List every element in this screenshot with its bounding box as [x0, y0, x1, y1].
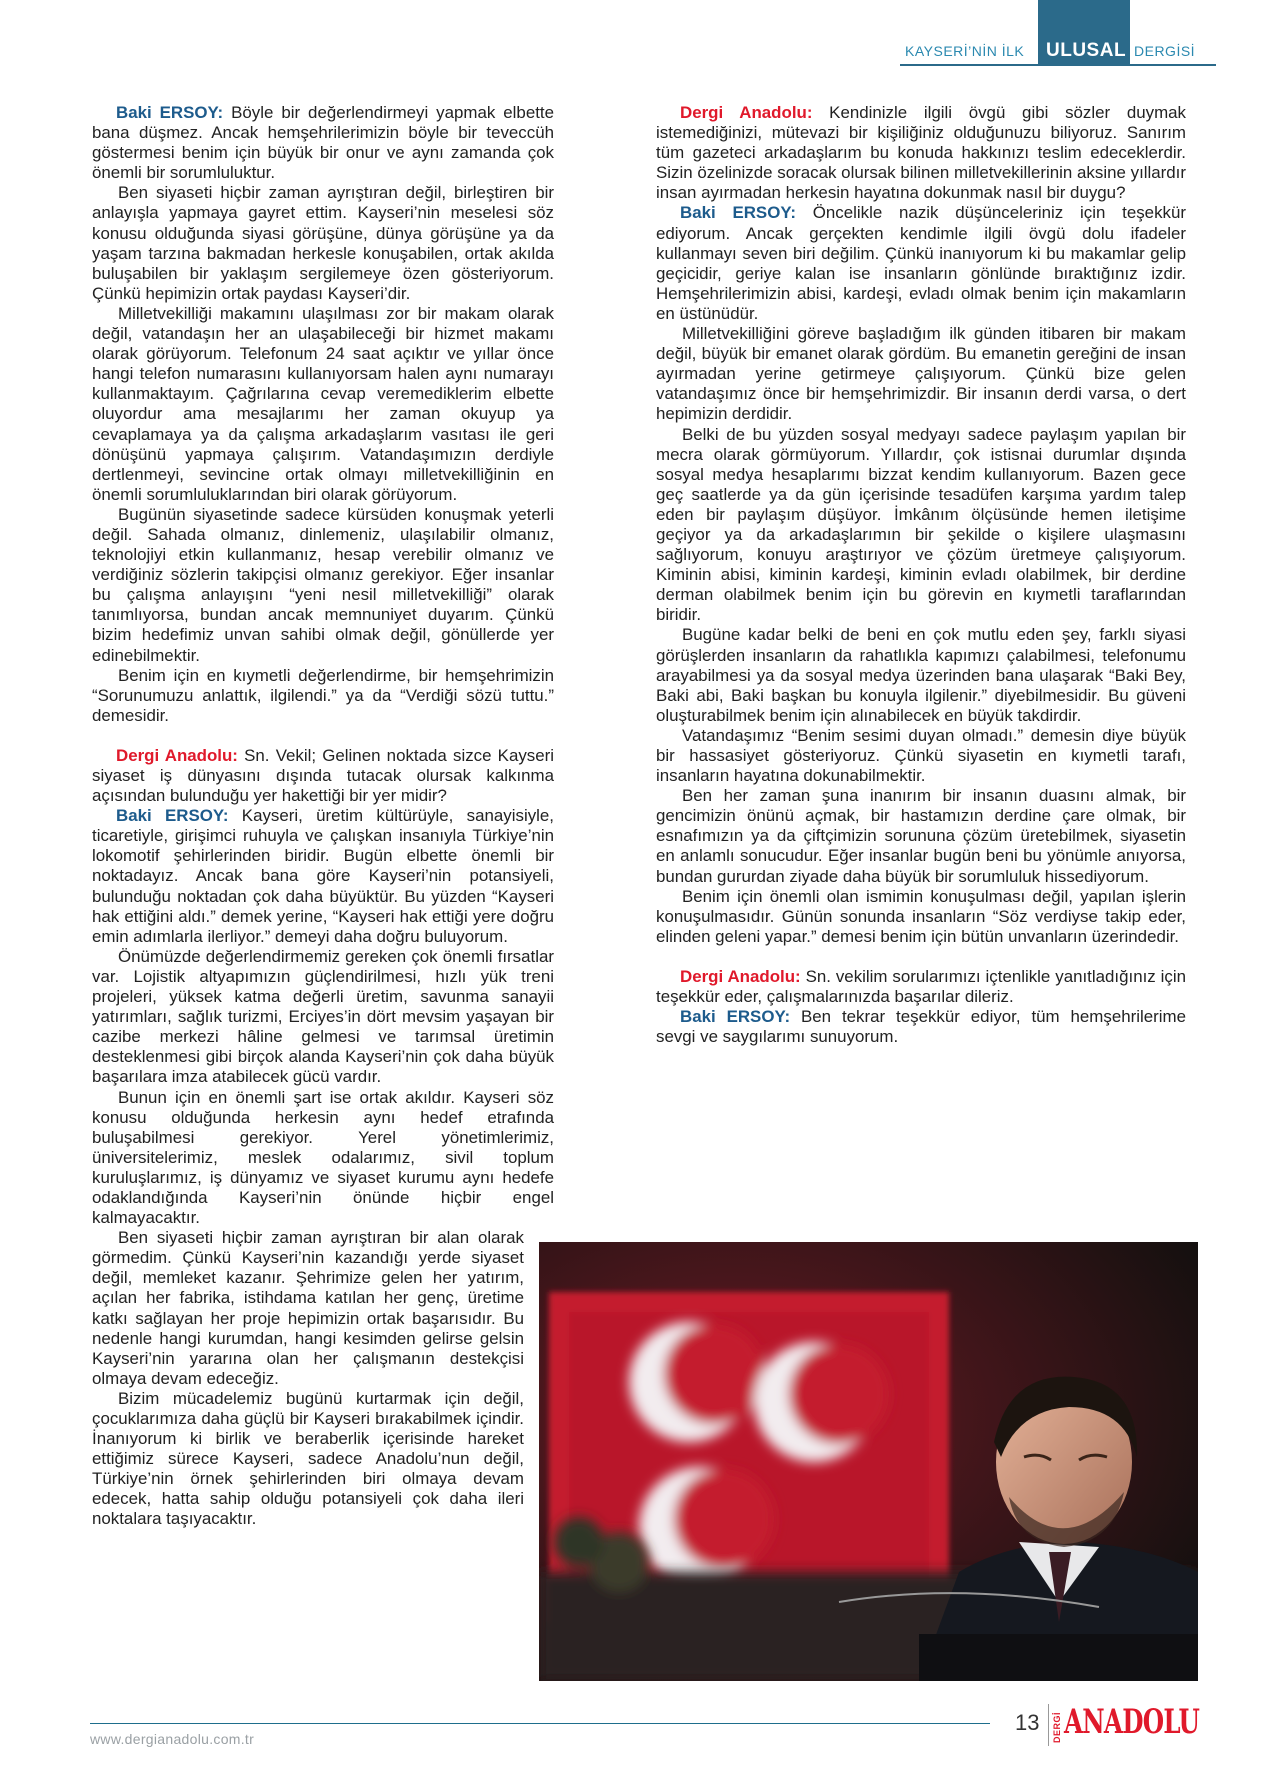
paragraph-text: Sn. Vekil; Gelinen noktada sizce Kayseri siyaset iş dünyasını dışında tutacak olursak kalkınma açısından bulunduğu yer hakettiği bir yer midir? — [92, 745, 554, 806]
article-paragraph — [92, 505, 554, 666]
article-photo — [539, 1242, 1198, 1681]
article-paragraph — [656, 425, 1186, 626]
header-kicker-right: DERGİSİ — [1134, 43, 1196, 59]
footer-rule — [90, 1723, 990, 1724]
article-paragraph — [92, 947, 554, 1088]
brand-logo: ANADOLU — [1064, 1702, 1200, 1742]
paragraph-text: Ben tekrar teşekkür ediyor, tüm hemşehrilerime sevgi ve saygılarımı sunuyorum. — [656, 1007, 1186, 1047]
speaker-label-host: Dergi Anadolu: — [680, 966, 801, 986]
header-kicker-highlight: ULUSAL — [1046, 40, 1127, 61]
article-paragraph — [92, 1228, 524, 1389]
photo-illustration — [539, 1242, 1198, 1681]
article-paragraph — [656, 967, 1186, 1007]
article-column-right — [656, 103, 1186, 1047]
paragraph-gap — [656, 947, 1186, 967]
article-paragraph — [92, 666, 554, 726]
article-column-left — [92, 103, 554, 1530]
paragraph-text: Önümüzde değerlendirmemiz gereken çok önemli fırsatlar var. Lojistik altyapımızın güçlendirilmesi, hızlı yük treni projeleri, yüksek katma değerli üretim, savunma sanayii yatırımları, sağlık turizmi, Erciyes’in dört mevsim yaşayan bir cazibe merkezi hâline gelmesi ve tarımsal üretimin desteklenmesi gibi birçok alanda Kayseri’nin çok daha büyük başarılara imza atabilecek gücü vardır. — [92, 946, 554, 1087]
paragraph-text: Kendinizle ilgili övgü gibi sözler duymak istemediğinizi, mütevazi bir kişiliğiniz olduğunuzu biliyoruz. Sanırım tüm gazeteci arkadaşlarım bu konuda hakkınızı teslim edeceklerdir. Sizin özelinizde soracak olursak bilinen milletvekillerinin aksine yıllardır insan ayırmadan herkesin hayatına dokunmak nasıl bir duygu? — [656, 103, 1186, 203]
article-paragraph — [92, 746, 554, 806]
article-paragraph — [92, 1088, 554, 1229]
paragraph-text: Ben siyaseti hiçbir zaman ayrıştıran değil, birleştiren bir anlayışla yapmaya gayret ettim. Kayseri’nin meselesi söz konusu olduğunda siyasi görüşüne, dünya görüşüne ya da yaşam tarzına bakmadan herkesle konuşabilen, ortak akılda buluşabilen bir yaklaşım sergilemeye özen gösteriyorum. Çünkü hepimizin ortak paydası Kayseri’dir. — [92, 183, 554, 303]
paragraph-text: Bugünün siyasetinde sadece kürsüden konuşmak yeterli değil. Sahada olmanız, dinlemeniz, ulaşılabilir olmanız, teknolojiyi etkin kullanmanız, hesap verebilir olmanız ve verdiğiniz sözlerin takipçisi olmanız gerekiyor. Eğer insanlar bu çalışma anlayışını “yeni nesil milletvekilliği” olarak tanımlıyorsa, bundan ancak memnuniyet duyarım. Çünkü bizim hedefimiz unvan sahibi olmak değil, gönüllerde yer edinebilmektir. — [92, 504, 554, 665]
paragraph-text: Ben siyaseti hiçbir zaman ayrıştıran bir alan olarak görmedim. Çünkü Kayseri’nin kazandığı yerde siyaset değil, memleket kazanır. Şehrimize gelen her yatırım, açılan her fabrika, istihdama katılan her genç, üretime katkı sağlayan her proje hepimizin ortak başarısıdır. Bu nedenle hangi kurumdan, hangi kesimden gelirse gelsin Kayseri’nin yararına olan her çalışmanın destekçisi olmaya devam edeceğiz. — [92, 1228, 524, 1388]
paragraph-text: Sn. vekilim sorularımızı içtenlikle yanıtladığınız için teşekkür eder, çalışmalarınızda başarılar dileriz. — [656, 966, 1186, 1007]
paragraph-text: Milletvekilliğini göreve başladığım ilk günden itibaren bir makam değil, büyük bir emanet olarak gördüm. Bu emanetin gereğini de insan ayırmadan yerine getirmeye çalışıyorum. Çünkü bize gelen vatandaşımız önce bir hemşehrimizdir. Bir insanın derdi varsa, o dert hepimizin derdidir. — [656, 324, 1186, 424]
paragraph-text: Benim için önemli olan ismimin konuşulması değil, yapılan işlerin konuşulmasıdır. Günün sonunda insanların “Söz verdiyse takip eder, elinden geleni yapar.” demesi benim için bütün unvanların üzerindedir. — [656, 886, 1186, 946]
paragraph-text: Öncelikle nazik düşünceleriniz için teşekkür ediyorum. Ancak gerçekten kendimle ilgili övgü dolu ifadeler kullanmayı seven biri değilim. Çünkü inanıyorum ki bu makamlar gelip geçicidir, geriye kalan ise insanların gönlünde bıraktığınız izdir. Hemşehrilerimizin abisi, kardeşi, evladı olmak benim için makamların en üstünüdür. — [656, 203, 1186, 323]
article-paragraph — [656, 726, 1186, 786]
paragraph-text: Benim için en kıymetli değerlendirme, bir hemşehrimizin “Sorunumuzu anlattık, ilgilendi.” ya da “Verdiği sözü tuttu.” demesidir. — [92, 665, 554, 725]
footer-divider — [1048, 1704, 1049, 1746]
article-paragraph — [92, 103, 554, 183]
speaker-label-host: Dergi Anadolu: — [116, 745, 238, 765]
speaker-label-host: Dergi Anadolu: — [680, 103, 813, 122]
speaker-label-guest: Baki ERSOY: — [680, 203, 796, 223]
article-paragraph — [656, 1007, 1186, 1047]
article-paragraph — [92, 183, 554, 304]
paragraph-text: Ben her zaman şuna inanırım bir insanın duasını almak, bir gencimizin önünü açmak, bir hastamızın derdine çare olmak, bir esnafımızın ya da çiftçimizin sorununa çözüm üretebilmek, siyasetin en anlamlı sonucudur. Eğer insanlar bugün beni bu yönümle anıyorsa, bundan gururdan ziyade daha büyük bir sorumluluk hissediyorum. — [656, 786, 1186, 886]
article-paragraph — [656, 786, 1186, 886]
paragraph-text: Bugüne kadar belki de beni en çok mutlu eden şey, farklı siyasi görüşlerden insanların da rahatlıkla kapımızı çalabilmesi, telefonumu arayabilmesi ya da sosyal medya üzerinden bana ulaşarak “Baki Bey, Baki abi, Baki başkan bu konuyla ilgilenir.” diyebilmesidir. Bu güveni oluşturabilmek benim için alınabilecek en büyük takdirdir. — [656, 625, 1186, 725]
article-paragraph — [656, 203, 1186, 324]
page-number: 13 — [1015, 1710, 1040, 1735]
article-paragraph — [92, 806, 554, 947]
article-paragraph — [656, 625, 1186, 725]
speaker-label-guest: Baki ERSOY: — [680, 1007, 791, 1027]
page-header — [0, 0, 1276, 70]
article-paragraph — [656, 887, 1186, 947]
paragraph-text: Vatandaşımız “Benim sesimi duyan olmadı.” demesin diye büyük bir hassasiyet gösteriyoruz. Çünkü siyasetin en kıymetli tarafı, insanların hayatına dokunabilmektir. — [656, 725, 1186, 786]
brand-logo-small: DERGİ — [1052, 1712, 1062, 1744]
paragraph-text: Kayseri, üretim kültürüyle, sanayisiyle, ticaretiyle, girişimci ruhuyla ve çalışkan insanıyla Türkiye’nin lokomotif şehirlerinden biridir. Bugün elbette önemli bir noktadayız. Ancak bana göre Kayseri’nin potansiyeli, bulunduğu noktadan çok daha büyüktür. Bu yüzden “Kayseri hak ettiğini aldı.” demek yerine, “Kayseri hak ettiği yere doğru emin adımlarla ilerliyor.” demeyi daha doğru buluyorum. — [92, 806, 554, 946]
header-rule — [900, 64, 1216, 66]
paragraph-text: Böyle bir değerlendirmeyi yapmak elbette bana düşmez. Ancak hemşehrilerimizin böyle bir teveccüh göstermesi benim için büyük bir onur ve aynı zamanda çok önemli bir sorumluluktur. — [92, 103, 554, 183]
paragraph-text: Milletvekilliği makamını ulaşılması zor bir makam olarak değil, vatandaşın her an ulaşabileceği bir hizmet makamı olarak görüyorum. Telefonum 24 saat açıktır ve yıllar önce hangi telefon numarasını kullanıyorsam halen aynı numarayı kullanmaktayım. Çağrılarına cevap veremediklerim elbette oluyordur ama mesajlarımı her zaman okuyup ya cevaplamaya ya da çalışma arkadaşlarım vasıtası ile geri dönüşünü yapmaya çalışırım. Vatandaşımızın derdiyle dertlenmeyi, sevincine ortak olmayı milletvekilliğinin en önemli sorumluluklarından biri olarak görüyorum. — [92, 303, 554, 504]
article-paragraph — [92, 1389, 524, 1530]
article-paragraph — [656, 103, 1186, 203]
paragraph-text: Belki de bu yüzden sosyal medyayı sadece paylaşım yapılan bir mecra olarak görmüyorum. Yıllardır, çok istisnai durumlar dışında sosyal medya hesaplarımı bizzat kendim kullanıyorum. Bazen gece geç saatlerde ya da gün içerisinde tesadüfen karşıma yardım talep eden bir paylaşım düşüyor. İmkânım ölçüsünde hemen iletişime geçiyor ya da arkadaşlarımın bir şekilde o kişilere ulaşmasını sağlıyorum, konuyu araştırıyor ve çözüm üretmeye çalışıyorum. Kiminin abisi, kiminin kardeşi, kiminin evladı olabilmek, bir derdine derman olabilmek benim için bu görevin en kıymetli taraflarından biridir. — [656, 424, 1186, 625]
paragraph-text: Bunun için en önemli şart ise ortak akıldır. Kayseri söz konusu olduğunda herkesin aynı hedef etrafında buluşabilmesi gerekiyor. Yerel yönetimlerimiz, üniversitelerimiz, meslek odalarımız, sivil toplum kuruluşlarımız, iş dünyamız ve siyaset kurumu aynı hedefe odaklandığında Kayseri’nin önünde hiçbir engel kalmayacaktır. — [92, 1087, 554, 1228]
article-paragraph — [92, 304, 554, 505]
paragraph-gap — [92, 726, 554, 746]
header-kicker-left: KAYSERİ’NİN İLK — [905, 43, 1025, 59]
speaker-label-guest: Baki ERSOY: — [116, 103, 224, 122]
footer-website-link[interactable]: www.dergianadolu.com.tr — [90, 1731, 255, 1747]
article-paragraph — [656, 324, 1186, 424]
speaker-label-guest: Baki ERSOY: — [116, 806, 229, 826]
paragraph-text: Bizim mücadelemiz bugünü kurtarmak için değil, çocuklarımıza daha güçlü bir Kayseri bırakabilmek içindir. İnanıyorum ki birlik ve beraberlik içerisinde hareket ettiğimiz sürece Kayseri, sadece Anadolu’nun değil, Türkiye’nin örnek şehirlerinden biri olmaya devam edecek, hatta sahip olduğu potansiyeli çok daha ileri noktalara taşıyacaktır. — [92, 1388, 524, 1529]
